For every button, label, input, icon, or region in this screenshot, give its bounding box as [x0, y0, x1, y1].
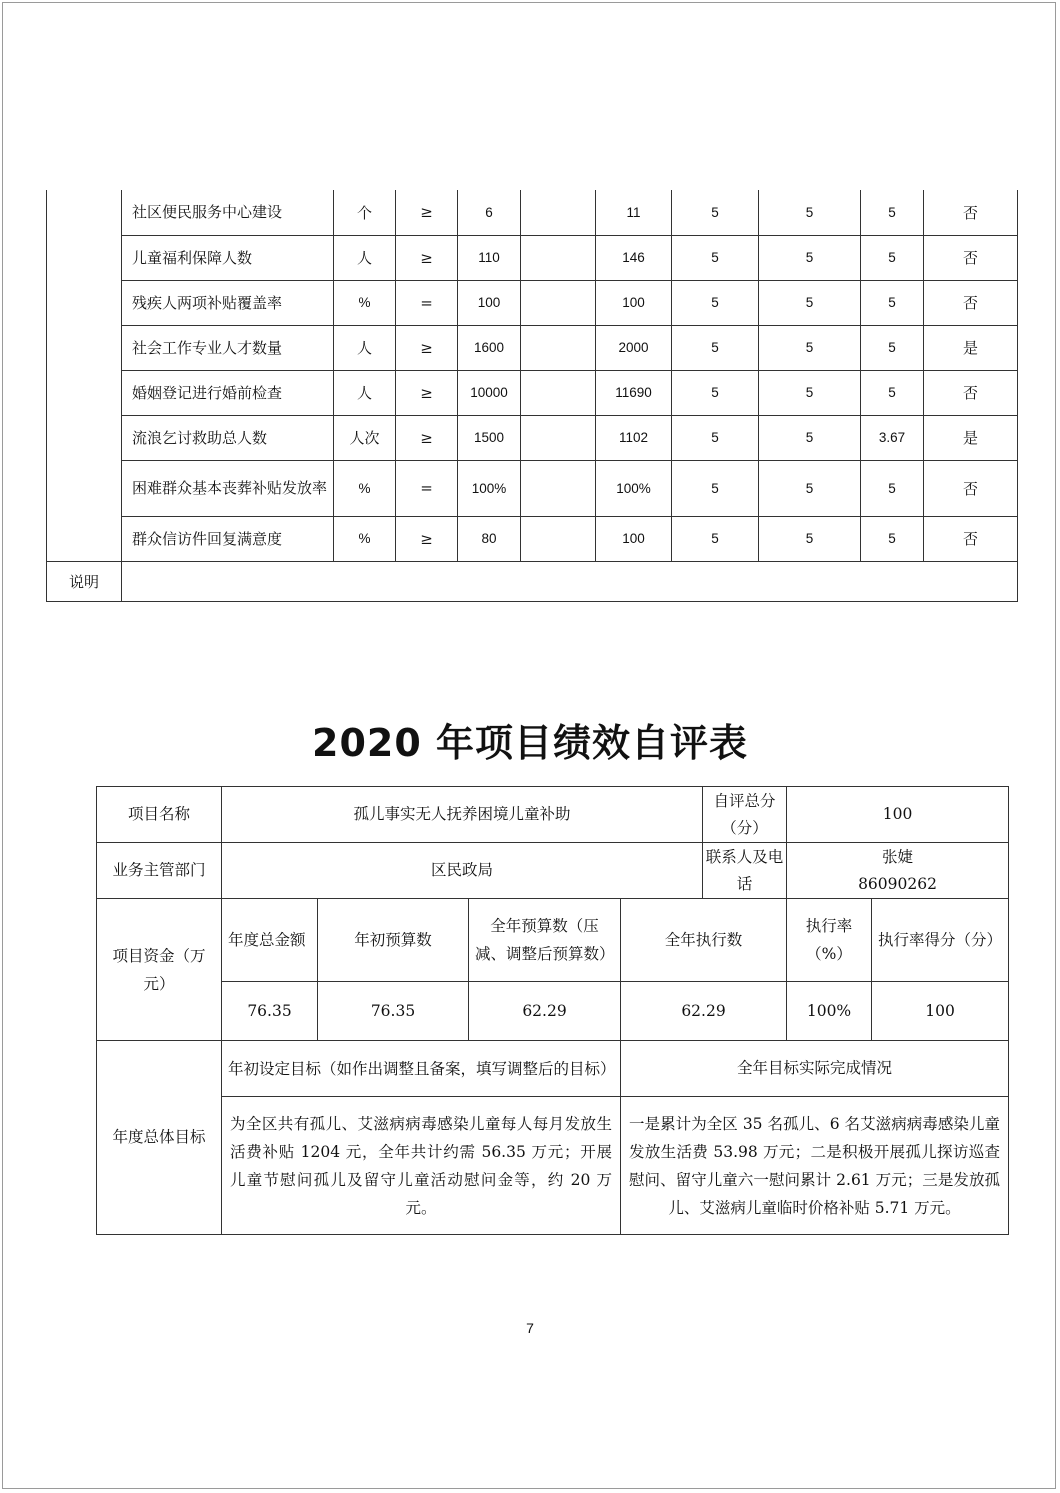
table-row: [47, 460, 1018, 516]
funds-header-total: 年度总金额: [222, 899, 318, 982]
funds-header-adjusted: 全年预算数（压减、调整后预算数）: [469, 899, 621, 982]
blank-cell: [521, 460, 596, 516]
target-value: 6: [458, 190, 521, 235]
actual-value: 100%: [596, 460, 672, 516]
indicator-name: 社会工作专业人才数量: [122, 325, 334, 370]
weight-value: 5: [672, 460, 759, 516]
flag-value: 否: [924, 516, 1018, 561]
indicator-value: 5: [759, 370, 861, 415]
funds-adjusted: 62.29: [469, 982, 621, 1041]
target-value: 1600: [458, 325, 521, 370]
blank-cell: [521, 280, 596, 325]
table-row: [47, 516, 1018, 561]
actual-value: 2000: [596, 325, 672, 370]
goal-label: 年度总体目标: [97, 1041, 222, 1235]
form-title: 2020 年项目绩效自评表: [312, 721, 748, 765]
target-value: 80: [458, 516, 521, 561]
funds-header-executed: 全年执行数: [621, 899, 787, 982]
project-name-value: 孤儿事实无人抚养困境儿童补助: [222, 787, 703, 843]
funds-rate: 100%: [787, 982, 872, 1041]
dept-value: 区民政局: [222, 843, 703, 899]
blank-cell: [521, 190, 596, 235]
contact-value: [787, 843, 1009, 899]
actual-value: 1102: [596, 415, 672, 460]
target-value: 100%: [458, 460, 521, 516]
indicator-table: [46, 190, 1018, 602]
weight-value: 5: [672, 190, 759, 235]
blank-cell: [521, 415, 596, 460]
score-value: 5: [861, 516, 924, 561]
contact-name: 张婕: [882, 847, 914, 866]
operator: ≥: [396, 235, 458, 280]
table-row: [47, 370, 1018, 415]
target-value: 100: [458, 280, 521, 325]
flag-value: 否: [924, 460, 1018, 516]
score-value: 3.67: [861, 415, 924, 460]
table-row: [47, 190, 1018, 235]
weight-value: 5: [672, 325, 759, 370]
target-value: 1500: [458, 415, 521, 460]
flag-value: 否: [924, 235, 1018, 280]
score-value: 5: [861, 460, 924, 516]
target-value: 110: [458, 235, 521, 280]
weight-value: 5: [672, 370, 759, 415]
unit: %: [334, 460, 396, 516]
evaluation-form-table: [96, 786, 1009, 1235]
flag-value: 否: [924, 280, 1018, 325]
indicator-value: 5: [759, 325, 861, 370]
operator: ≥: [396, 370, 458, 415]
funds-header-rate: 执行率（%）: [787, 899, 872, 982]
category-cell: [47, 190, 122, 561]
flag-value: 否: [924, 370, 1018, 415]
actual-value: 146: [596, 235, 672, 280]
indicator-value: 5: [759, 460, 861, 516]
funds-initial: 76.35: [318, 982, 469, 1041]
blank-cell: [521, 325, 596, 370]
operator: ≥: [396, 325, 458, 370]
contact-phone: 86090262: [858, 874, 937, 893]
unit: 人: [334, 325, 396, 370]
table-row: [47, 325, 1018, 370]
indicator-name: 困难群众基本丧葬补贴发放率: [122, 460, 334, 516]
funds-label: 项目资金（万元）: [97, 899, 222, 1041]
operator: ≥: [396, 415, 458, 460]
operator: ≥: [396, 516, 458, 561]
table-row: [47, 235, 1018, 280]
unit: 人次: [334, 415, 396, 460]
blank-cell: [521, 516, 596, 561]
blank-cell: [521, 370, 596, 415]
self-score-value: 100: [787, 787, 1009, 843]
weight-value: 5: [672, 280, 759, 325]
actual-value: 100: [596, 516, 672, 561]
goal-planned-text: 为全区共有孤儿、艾滋病病毒感染儿童每人每月发放生活费补贴 1204 元，全年共计约需 56.35 万元；开展儿童节慰问孤儿及留守儿童活动慰问金等，约 20 万元。: [222, 1097, 621, 1235]
indicator-name: 群众信访件回复满意度: [122, 516, 334, 561]
indicator-value: 5: [759, 280, 861, 325]
project-name-label: 项目名称: [97, 787, 222, 843]
weight-value: 5: [672, 235, 759, 280]
notes-value: [122, 561, 1018, 601]
indicator-value: 5: [759, 516, 861, 561]
operator: =: [396, 460, 458, 516]
unit: 个: [334, 190, 396, 235]
funds-rate-score: 100: [872, 982, 1009, 1041]
notes-row: [47, 561, 1018, 601]
indicator-value: 5: [759, 190, 861, 235]
actual-value: 100: [596, 280, 672, 325]
goal-actual-header: 全年目标实际完成情况: [621, 1041, 1009, 1097]
page-number: 7: [526, 1320, 534, 1336]
score-value: 5: [861, 325, 924, 370]
self-score-label: 自评总分（分）: [703, 787, 787, 843]
score-value: 5: [861, 190, 924, 235]
unit: %: [334, 280, 396, 325]
unit: 人: [334, 370, 396, 415]
score-value: 5: [861, 370, 924, 415]
unit: 人: [334, 235, 396, 280]
indicator-value: 5: [759, 235, 861, 280]
contact-label: 联系人及电话: [703, 843, 787, 899]
goal-planned-header: 年初设定目标（如作出调整且备案，填写调整后的目标）: [222, 1041, 621, 1097]
actual-value: 11: [596, 190, 672, 235]
score-value: 5: [861, 280, 924, 325]
unit: %: [334, 516, 396, 561]
indicator-value: 5: [759, 415, 861, 460]
operator: ≥: [396, 190, 458, 235]
flag-value: 是: [924, 415, 1018, 460]
funds-header-rate-score: 执行率得分（分）: [872, 899, 1009, 982]
score-value: 5: [861, 235, 924, 280]
funds-total: 76.35: [222, 982, 318, 1041]
flag-value: 否: [924, 190, 1018, 235]
weight-value: 5: [672, 415, 759, 460]
flag-value: 是: [924, 325, 1018, 370]
blank-cell: [521, 235, 596, 280]
indicator-name: 流浪乞讨救助总人数: [122, 415, 334, 460]
funds-header-initial: 年初预算数: [318, 899, 469, 982]
operator: =: [396, 280, 458, 325]
notes-label: 说明: [47, 561, 122, 601]
table-row: [47, 280, 1018, 325]
indicator-name: 残疾人两项补贴覆盖率: [122, 280, 334, 325]
goal-actual-text: 一是累计为全区 35 名孤儿、6 名艾滋病病毒感染儿童发放生活费 53.98 万元；二是积极开展孤儿探访巡查慰问、留守儿童六一慰问累计 2.61 万元；三是发放孤儿、艾滋病儿童临时价格补贴 5.71 万元。: [621, 1097, 1009, 1235]
indicator-name: 社区便民服务中心建设: [122, 190, 334, 235]
funds-executed: 62.29: [621, 982, 787, 1041]
target-value: 10000: [458, 370, 521, 415]
weight-value: 5: [672, 516, 759, 561]
indicator-name: 儿童福利保障人数: [122, 235, 334, 280]
table-row: [47, 415, 1018, 460]
indicator-name: 婚姻登记进行婚前检查: [122, 370, 334, 415]
dept-label: 业务主管部门: [97, 843, 222, 899]
actual-value: 11690: [596, 370, 672, 415]
